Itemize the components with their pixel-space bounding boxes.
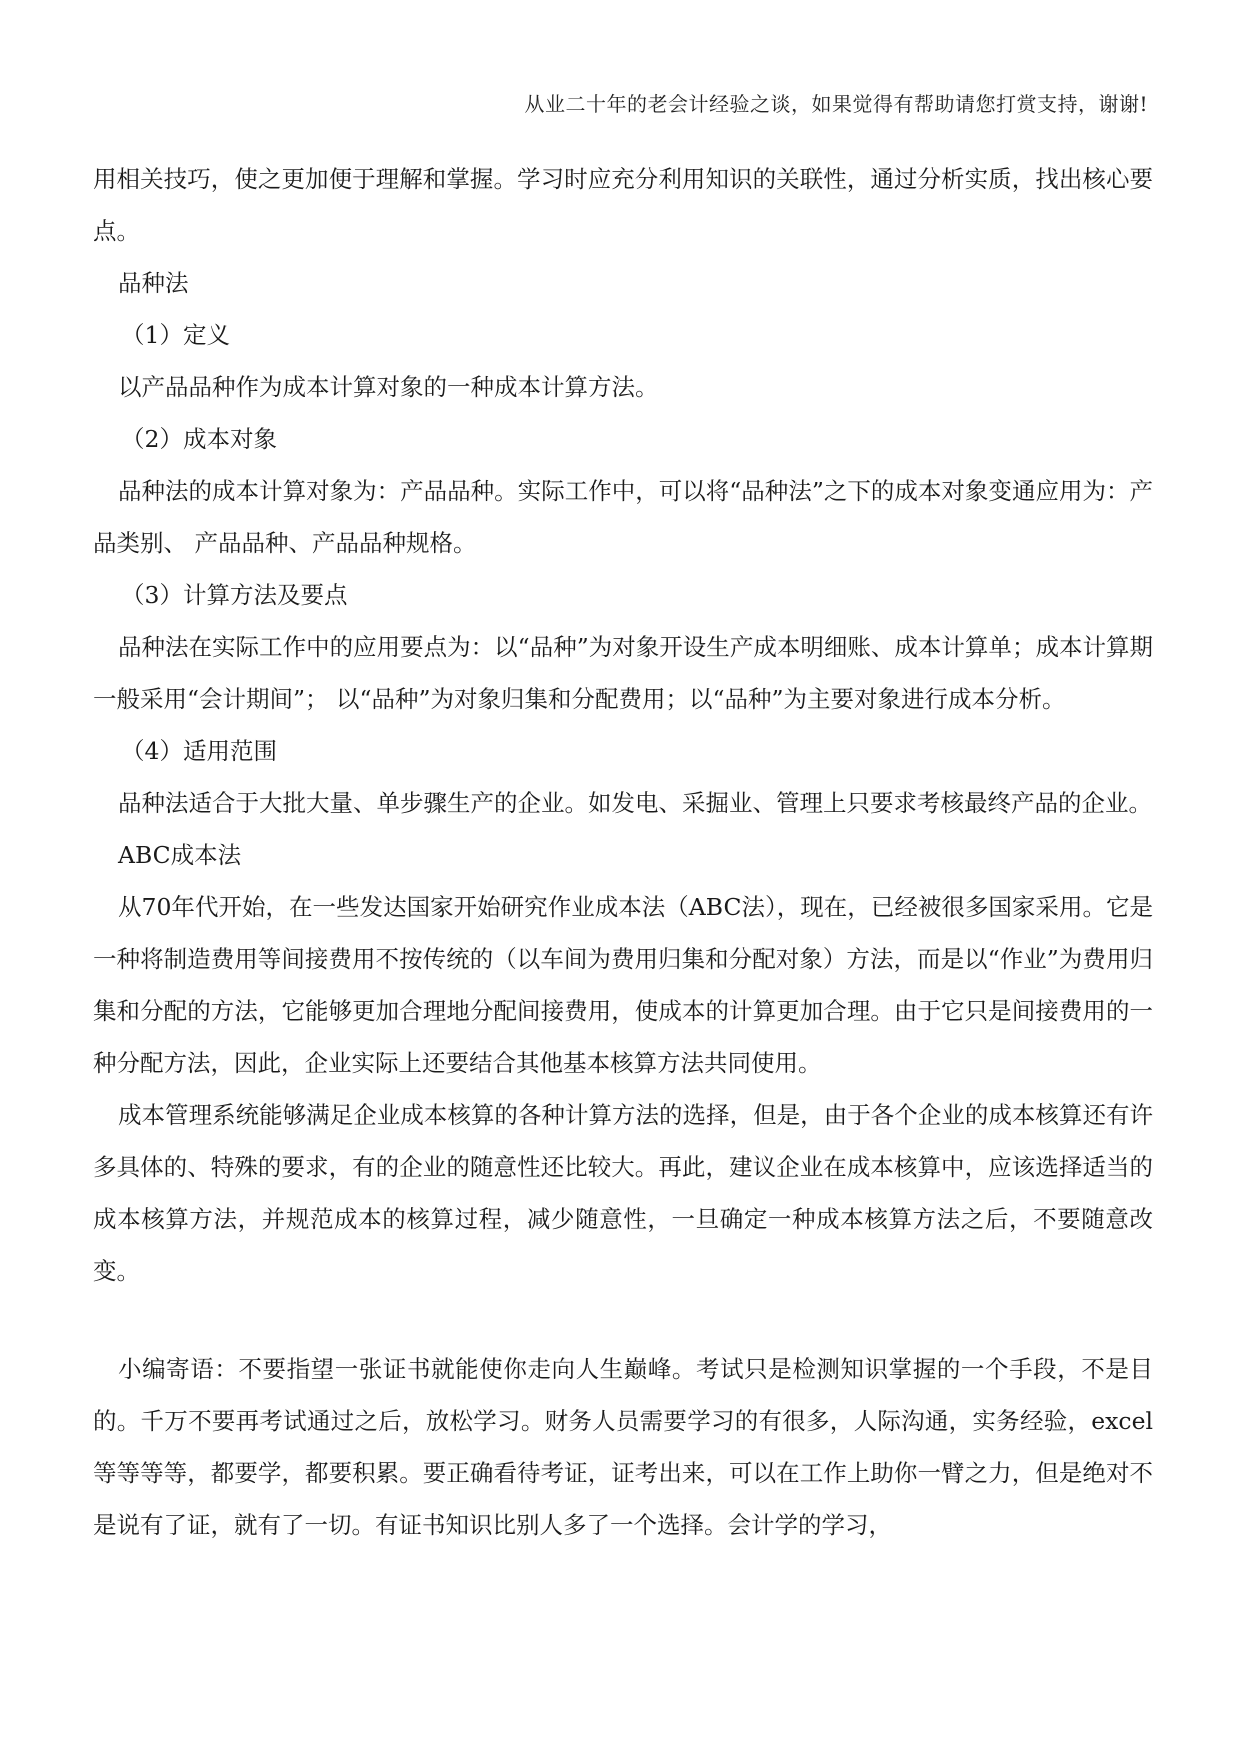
- paragraph-intro: 用相关技巧，使之更加便于理解和掌握。学习时应充分利用知识的关联性，通过分析实质，找出核心要点。: [93, 165, 1153, 245]
- paragraph-cost-system: 成本管理系统能够满足企业成本核算的各种计算方法的选择，但是，由于各个企业的成本核算还有许多具体的、特殊的要求，有的企业的随意性还比较大。再此，建议企业在成本核算中，应该选择适当的成本核算方法，并规范成本的核算过程，减少随意性，一旦确定一种成本核算方法之后，不要随意改变。: [93, 1101, 1153, 1285]
- paragraph-scope: 品种法适合于大批大量、单步骤生产的企业。如发电、采掘业、管理上只要求考核最终产品的企业。: [118, 789, 1152, 817]
- page-header: 从业二十年的老会计经验之谈，如果觉得有帮助请您打赏支持，谢谢!: [524, 92, 1148, 116]
- heading-variety-method: 品种法: [118, 269, 189, 297]
- paragraph-abc: 从70年代开始，在一些发达国家开始研究作业成本法（ABC法），现在，已经被很多国家采用。它是一种将制造费用等间接费用不按传统的（以车间为费用归集和分配对象）方法，而是以“作业”为费用归集和分配的方法，它能够更加合理地分配间接费用，使成本的计算更加合理。由于它只是间接费用的一种分配方法，因此，企业实际上还要结合其他基本核算方法共同使用。: [93, 893, 1153, 1077]
- paragraph-spacer: [93, 1297, 1153, 1343]
- paragraph-calculation: 品种法在实际工作中的应用要点为：以“品种”为对象开设生产成本明细账、成本计算单；成本计算期一般采用“会计期间”； 以“品种”为对象归集和分配费用；以“品种”为主要对象进行成本分析。: [93, 633, 1153, 713]
- subheading-cost-object: （2）成本对象: [121, 425, 277, 453]
- subheading-definition: （1）定义: [121, 321, 230, 349]
- paragraph-definition: 以产品品种作为成本计算对象的一种成本计算方法。: [118, 373, 659, 401]
- paragraph-editor-note: 小编寄语：不要指望一张证书就能使你走向人生巅峰。考试只是检测知识掌握的一个手段，不是目的。千万不要再考试通过之后，放松学习。财务人员需要学习的有很多，人际沟通，实务经验，excel等等等等，都要学，都要积累。要正确看待考证，证考出来，可以在工作上助你一臂之力，但是绝对不是说有了证，就有了一切。有证书知识比别人多了一个选择。会计学的学习，: [93, 1355, 1153, 1539]
- document-body: [93, 153, 1153, 1551]
- paragraph-cost-object: 品种法的成本计算对象为：产品品种。实际工作中，可以将“品种法”之下的成本对象变通应用为：产品类别、 产品品种、产品品种规格。: [93, 477, 1153, 557]
- subheading-scope: （4）适用范围: [121, 737, 277, 765]
- heading-abc-method: ABC成本法: [118, 841, 242, 869]
- subheading-calculation: （3）计算方法及要点: [121, 581, 348, 609]
